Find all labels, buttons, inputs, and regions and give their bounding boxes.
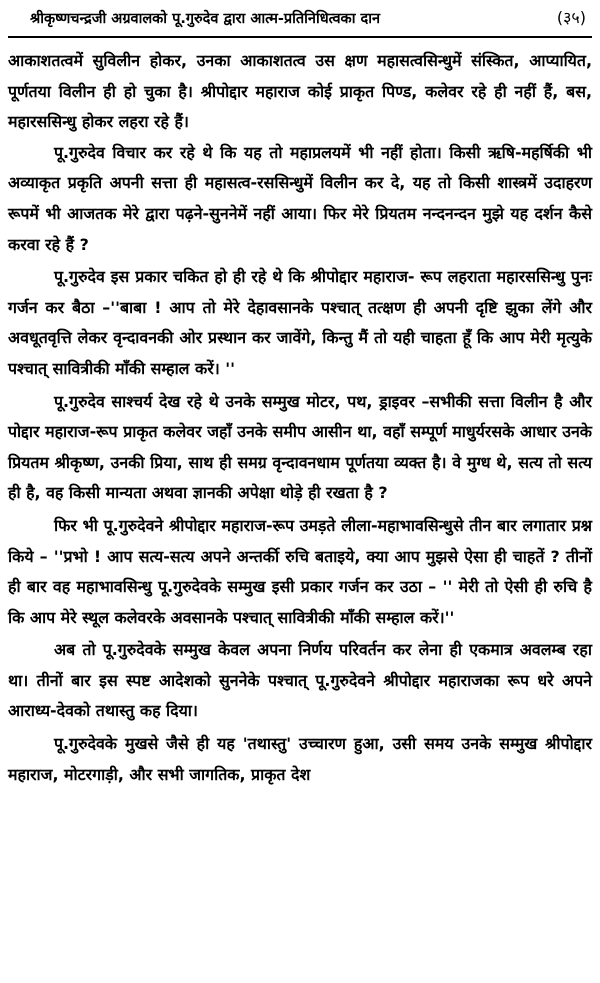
paragraph: अब तो पू.गुरुदेवके सम्मुख केवल अपना निर्णय परिवर्तन कर लेना ही एकमात्र अवलम्ब रहा था। तीनों बार इस स्पष्ट आदेशको सुननेके पश्चात् पू.गुरुदेवने श्रीपोद्दार महाराजका रूप धरे अपने आराध्य-देवको तथास्तु कह दिया। — [8, 640, 592, 721]
page-number: (३५) — [556, 8, 586, 27]
paragraph: पू.गुरुदेव विचार कर रहे थे कि यह तो महाप्रलयमें भी नहीं होता। किसी ऋषि-महर्षिकी भी अव्याकृत प्रकृति अपनी सत्ता ही महासत्व-रससिन्धुमें विलीन कर दे, यह तो किसी शास्त्रमें उदाहरण रूपमें भी आजतक मेरे द्वारा पढ़ने-सुननेमें नहीं आया। फिर मेरे प्रियतम नन्दनन्दन मुझे यह दर्शन कैसे करवा रहे हैं ? — [8, 142, 592, 254]
paragraph: आकाशतत्वमें सुविलीन होकर, उनका आकाशतत्व उस क्षण महासत्वसिन्धुमें संस्कित, आप्यायित, पूर्णतया विलीन ही हो चुका है। श्रीपोद्दार महाराज कोई प्राकृत पिण्ड, कलेवर रहे ही नहीं हैं, बस, महारससिन्धु होकर लहरा रहे हैं। — [8, 51, 592, 132]
paragraph: फिर भी पू.गुरुदेवने श्रीपोद्दार महाराज-रूप उमड़ते लीला-महाभावसिन्धुसे तीन बार लगातार प्रश्न किये – ''प्रभो ! आप सत्य-सत्य अपने अन्तर्की रुचि बताइये, क्या आप मुझसे ऐसा ही चाहतें ? तीनों ही बार वह महाभावसिन्धु पू.गुरुदेवके सम्मुख इसी प्रकार गर्जन कर उठा – '' मेरी तो ऐसी ही रुचि है कि आप मेरे स्थूल कलेवरके अवसानके पश्चात् सावित्रीकी माँकी सम्हाल करें।'' — [8, 515, 592, 627]
paragraph: पू.गुरुदेव इस प्रकार चकित हो ही रहे थे कि श्रीपोद्दार महाराज- रूप लहराता महारससिन्धु पुनः गर्जन कर बैठा –''बाबा ! आप तो मेरे देहावसानके पश्चात् तत्क्षण ही अपनी दृष्टि झुका लेंगे और अवधूतवृत्ति लेकर वृन्दावनकी ओर प्रस्थान कर जावेंगे, किन्तु मैं तो यही चाहता हूँ कि आप मेरी मृत्युके पश्चात् सावित्रीकी माँकी सम्हाल करें। '' — [8, 267, 592, 378]
paragraph: पू.गुरुदेवके मुखसे जैसे ही यह 'तथास्तु' उच्चारण हुआ, उसी समय उनके सम्मुख श्रीपोद्दार महाराज, मोटरगाड़ी, और सभी जागतिक, प्राकृत देश — [8, 734, 592, 784]
paragraph: पू.गुरुदेव साश्चर्य देख रहे थे उनके सम्मुख मोटर, पथ, ड्राइवर –सभीकी सत्ता विलीन है और पोद्दार महाराज-रूप प्राकृत कलेवर जहाँ उनके समीप आसीन था, वहाँ सम्पूर्ण माधुर्यरसके आधार उनके प्रियतम श्रीकृष्ण, उनकी प्रिया, साथ ही समग्र वृन्दावनधाम पूर्णतया व्यक्त है। वे मुग्ध थे, सत्य तो सत्य ही है, वह किसी मान्यता अथवा ज्ञानकी अपेक्षा थोड़े ही रखता है ? — [8, 391, 592, 503]
running-header-title: श्रीकृष्णचन्द्रजी अग्रवालको पू.गुरुदेव द्वारा आत्म-प्रतिनिधित्वका दान — [30, 11, 380, 27]
header-rule — [8, 36, 592, 38]
running-header — [8, 6, 592, 32]
page-body — [8, 46, 592, 790]
